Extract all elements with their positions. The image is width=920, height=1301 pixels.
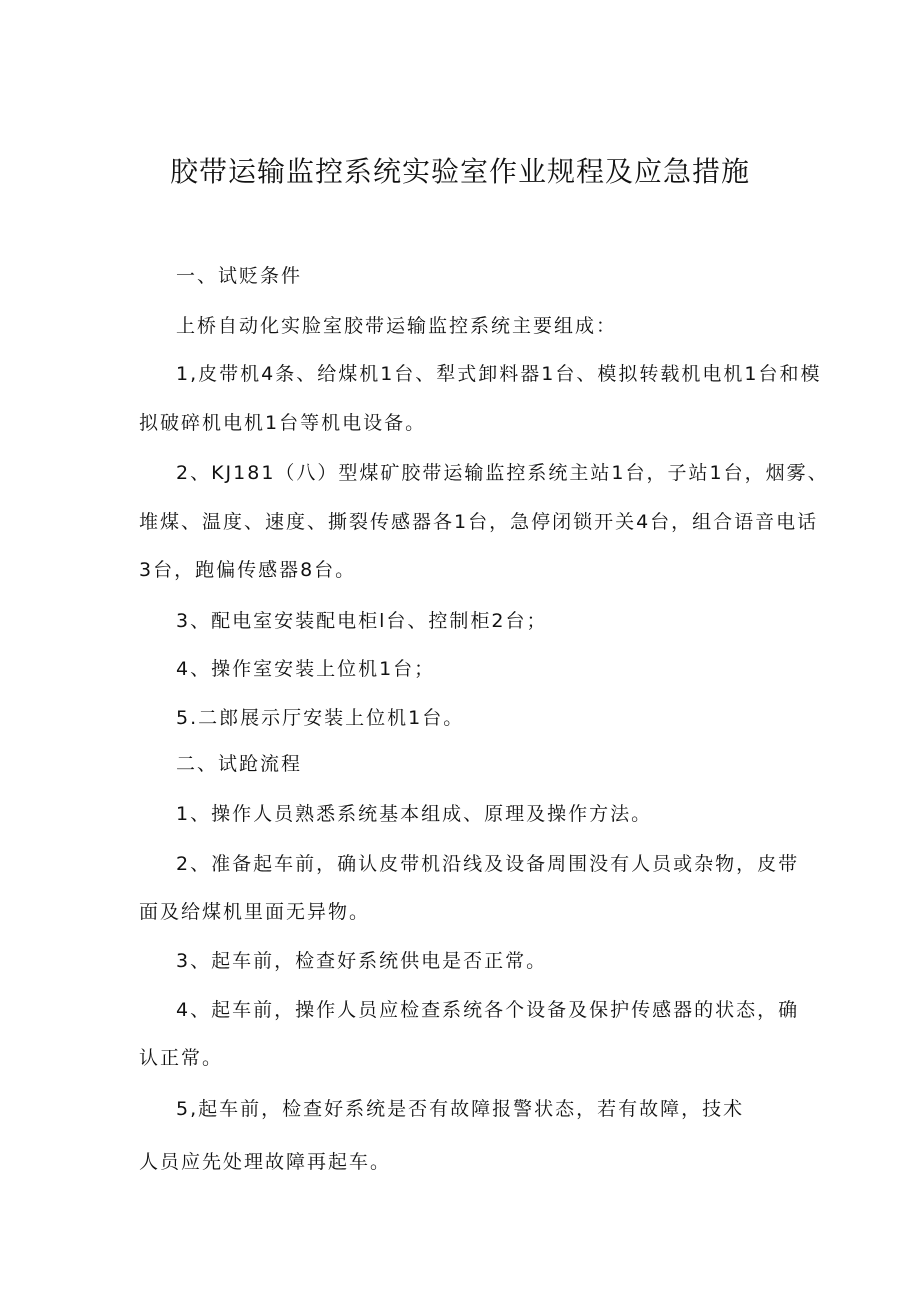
section1-item1-line2: 拟破碎机电机1台等机电设备。 — [139, 412, 427, 434]
section1-item4: 4、操作室安装上位机1台； — [176, 658, 436, 680]
section1-item1-line1: 1,皮带机4条、给煤机1台、犁式卸料器1台、模拟转载机电机1台和模 — [176, 363, 822, 385]
section2-item3: 3、起车前，检查好系统供电是否正常。 — [176, 950, 548, 972]
section2-item4-line1: 4、起车前，操作人员应检查系统各个设备及保护传感器的状态，确 — [176, 999, 800, 1021]
section1-intro: 上桥自动化实脸室胶带运输监控系统主要组成： — [176, 315, 618, 337]
section1-item3: 3、配电室安装配电柜l台、控制柜2台； — [176, 610, 548, 632]
section2-item1: 1、操作人员熟悉系统基本组成、原理及操作方法。 — [176, 803, 653, 825]
section2-item2-line1: 2、准备起车前，确认皮带机沿线及设备周围没有人员或杂物，皮带 — [176, 853, 800, 875]
section2-heading: 二、试跄流程 — [176, 753, 303, 775]
section2-item2-line2: 面及给煤机里面无异物。 — [139, 901, 371, 923]
section2-item5-line1: 5,起车前，检查好系统是否有故障报警状态，若有故障，技术 — [176, 1098, 745, 1120]
section1-item2-line2: 堆煤、温度、速度、撕裂传感器各1台，急停闭锁开关4台，组合语音电话 — [139, 511, 819, 533]
section2-item4-line2: 认正常。 — [139, 1047, 224, 1069]
section2-item5-line2: 人员应先处理故障再起车。 — [139, 1151, 392, 1173]
section1-item5: 5.二郎展示厅安装上位机1台。 — [176, 707, 465, 729]
section1-item2-line3: 3台，跑偏传感器8台。 — [139, 559, 357, 581]
section1-item2-line1: 2、KJ181（八）型煤矿胶带运输监控系统主站1台，子站1台，烟雾、 — [176, 462, 829, 484]
section1-heading: 一、试贬条件 — [176, 265, 303, 287]
document-title: 胶带运输监控系统实验室作业规程及应急措施 — [169, 155, 750, 188]
